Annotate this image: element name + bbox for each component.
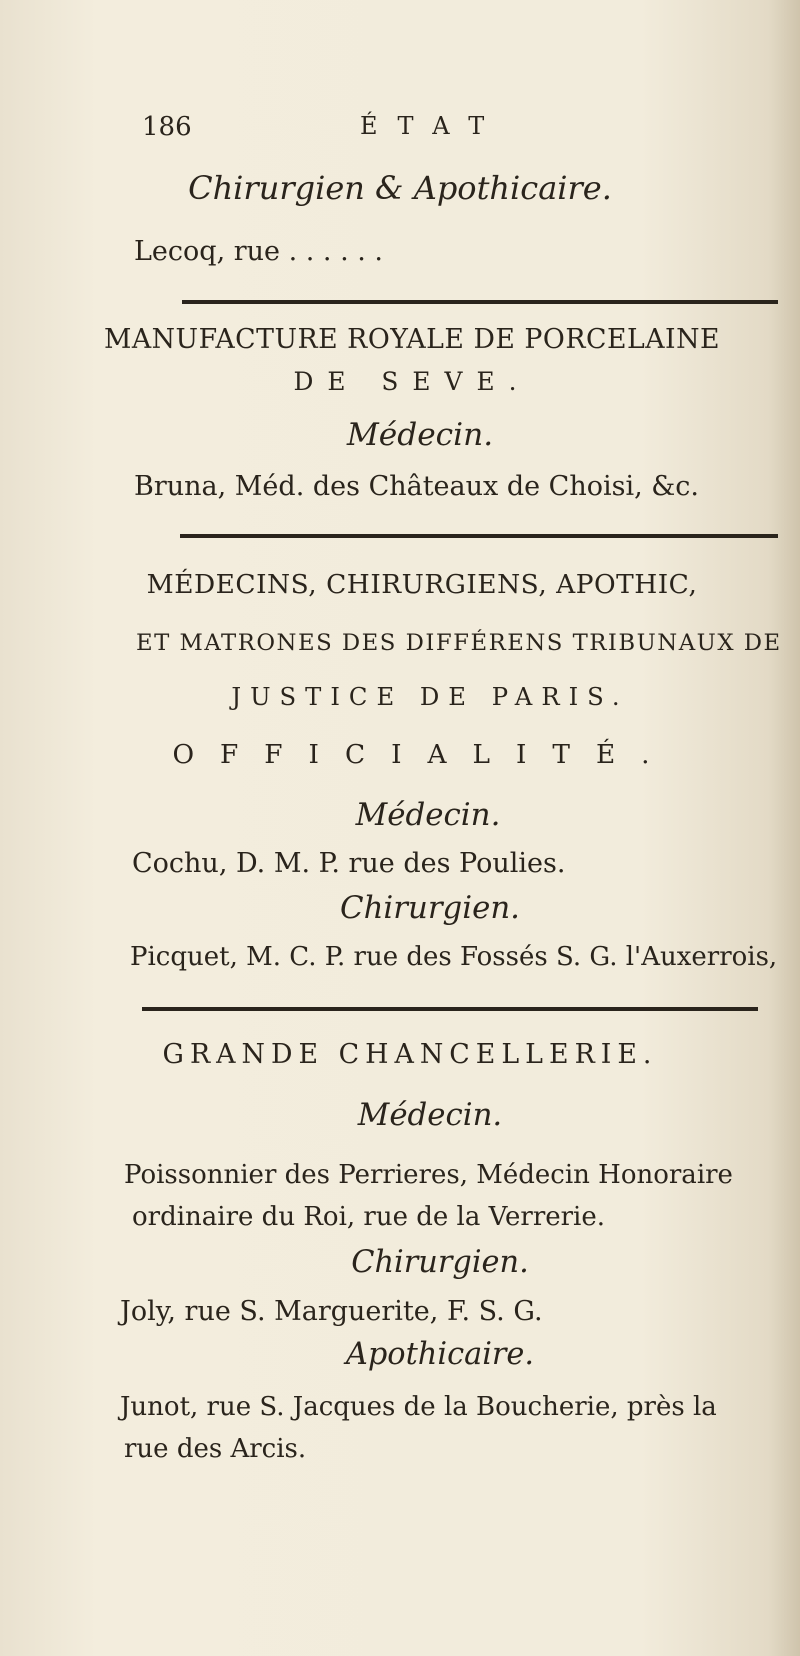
- section-divider: [180, 534, 778, 538]
- subtitle-chirurgien: Chirurgien.: [351, 1245, 529, 1280]
- section-divider: [142, 1007, 758, 1011]
- page-number: 186: [142, 112, 192, 142]
- subtitle-medecin: Médecin.: [357, 1097, 503, 1133]
- section-title-medecins: MÉDECINS, CHIRURGIENS, APOTHIC,: [146, 569, 698, 600]
- section-title-seve: DE SEVE.: [293, 367, 531, 396]
- entry-junot-line2: rue des Arcis.: [124, 1434, 307, 1464]
- sub-heading-officialite: OFFICIALITÉ.: [172, 740, 676, 770]
- entry-bruna: Bruna, Méd. des Châteaux de Choisi, &c.: [134, 471, 700, 502]
- entry-poissonnier-line1: Poissonnier des Perrieres, Médecin Honoraire: [124, 1160, 733, 1190]
- subtitle-apothicaire: Apothicaire.: [345, 1337, 535, 1372]
- entry-cochu: Cochu, D. M. P. rue des Poulies.: [132, 848, 566, 879]
- subtitle-medecin: Médecin.: [355, 797, 501, 833]
- subtitle-chirurgien-apothicaire: Chirurgien & Apothicaire.: [188, 169, 612, 207]
- section-divider: [182, 300, 778, 304]
- entry-poissonnier-line2: ordinaire du Roi, rue de la Verrerie.: [132, 1202, 606, 1232]
- running-head: ÉTAT: [360, 112, 505, 140]
- entry-junot-line1: Junot, rue S. Jacques de la Boucherie, près la: [120, 1392, 717, 1422]
- section-title-grande-chancellerie: GRANDE CHANCELLERIE.: [162, 1039, 658, 1070]
- entry-joly: Joly, rue S. Marguerite, F. S. G.: [120, 1296, 543, 1327]
- subtitle-chirurgien: Chirurgien.: [340, 890, 520, 926]
- section-title-justice: JUSTICE DE PARIS.: [231, 682, 629, 711]
- section-title-matrones: ET MATRONES DES DIFFÉRENS TRIBUNAUX DE: [136, 630, 782, 656]
- section-title-manufacture: MANUFACTURE ROYALE DE PORCELAINE: [103, 324, 721, 355]
- entry-picquet: Picquet, M. C. P. rue des Fossés S. G. l'Auxerrois,: [130, 942, 778, 972]
- subtitle-medecin: Médecin.: [346, 417, 494, 453]
- entry-lecoq: Lecoq, rue . . . . . .: [134, 236, 383, 267]
